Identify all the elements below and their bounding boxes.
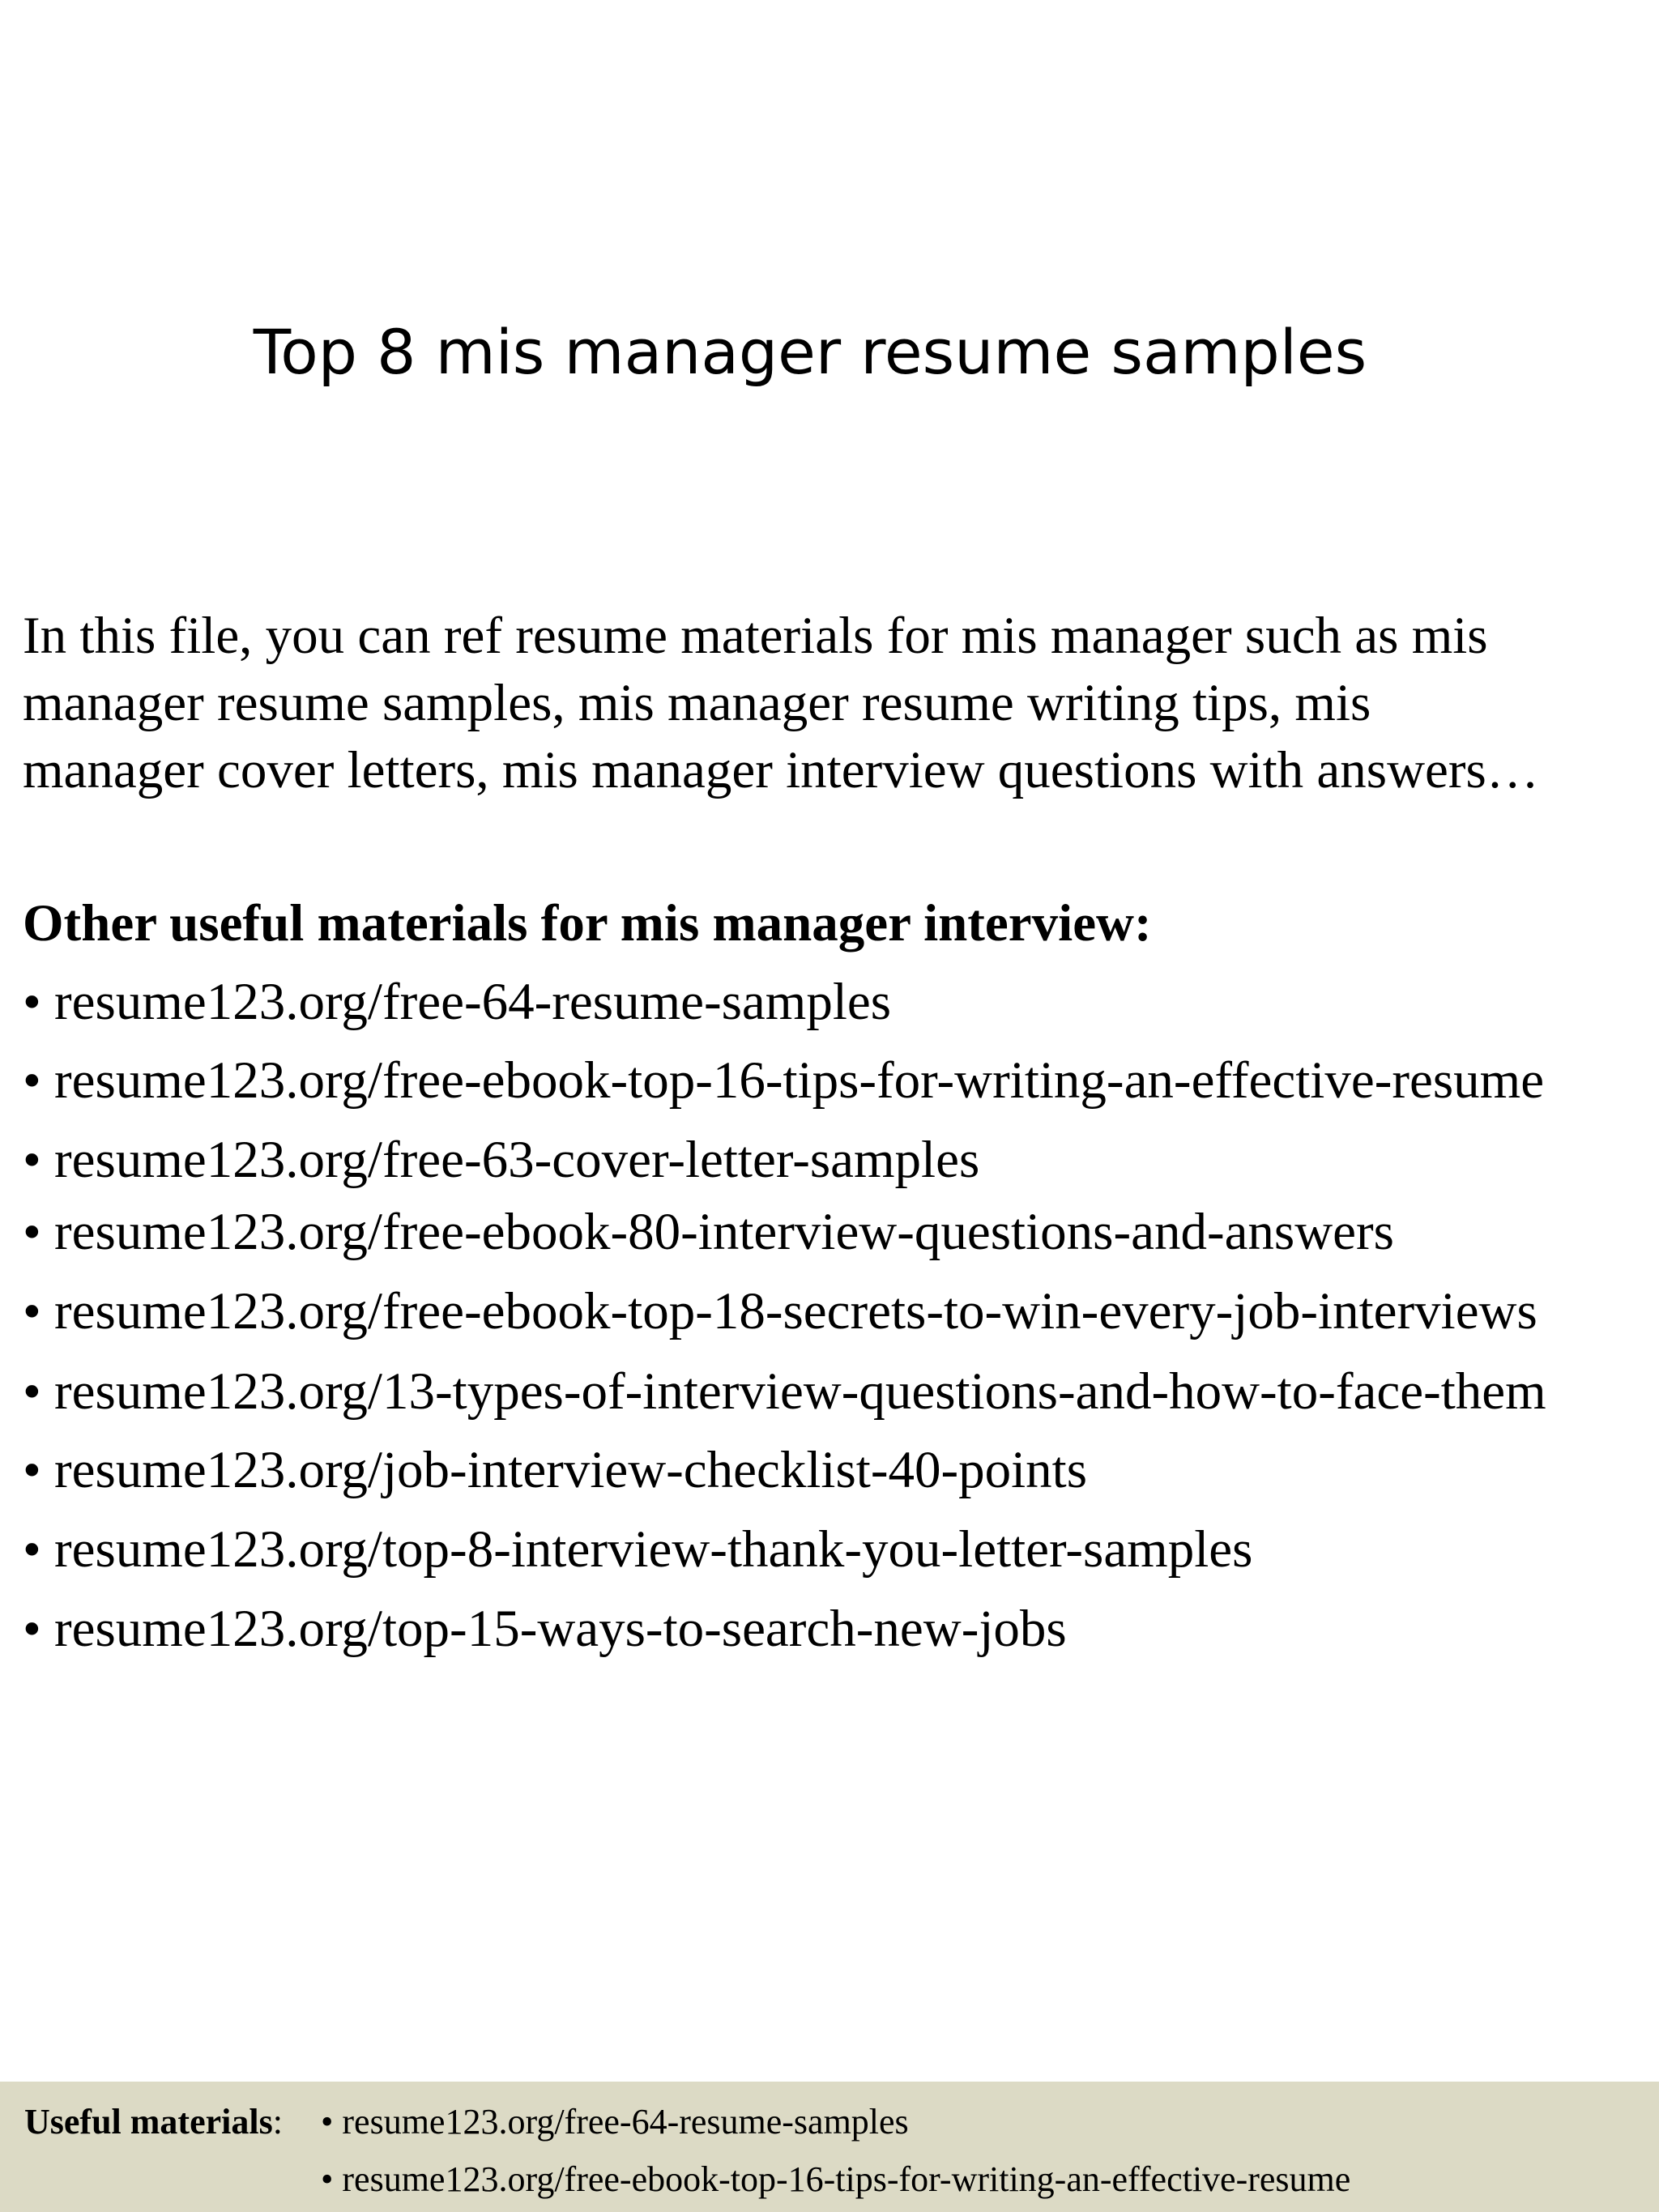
intro-line: manager cover letters, mis manager interview questions with answers… [23, 741, 1539, 799]
bullet: • [23, 1600, 41, 1658]
bullet: • [23, 1051, 41, 1110]
list-item[interactable] [23, 1126, 979, 1194]
footer-separator: : [272, 2102, 283, 2142]
bullet: • [321, 2102, 334, 2142]
link-text[interactable]: resume123.org/13-types-of-interview-questions-and-how-to-face-them [54, 1362, 1546, 1421]
bullet: • [23, 1131, 41, 1189]
list-item[interactable] [23, 1198, 1394, 1266]
bullet: • [23, 1441, 41, 1499]
link-text[interactable]: resume123.org/free-ebook-top-18-secrets-to-win-every-job-interviews [54, 1282, 1537, 1340]
link-text[interactable]: resume123.org/job-interview-checklist-40-points [54, 1441, 1088, 1499]
link-text[interactable]: resume123.org/top-8-interview-thank-you-letter-samples [54, 1520, 1253, 1579]
bullet: • [321, 2159, 334, 2199]
intro-line: manager resume samples, mis manager resume writing tips, mis [23, 674, 1371, 732]
bullet: • [23, 1362, 41, 1421]
intro-line: In this file, you can ref resume materials for mis manager such as mis [23, 607, 1488, 665]
list-item[interactable] [23, 1046, 1544, 1115]
link-text[interactable]: resume123.org/free-ebook-80-interview-questions-and-answers [54, 1203, 1394, 1261]
link-text[interactable]: resume123.org/free-ebook-top-16-tips-for-writing-an-effective-resume [54, 1051, 1545, 1110]
list-item[interactable] [23, 1515, 1252, 1583]
footer-list-item[interactable] [321, 2155, 1350, 2204]
list-item[interactable] [23, 968, 891, 1036]
list-item[interactable] [23, 1277, 1537, 1345]
footer-label [24, 2098, 283, 2146]
link-text[interactable]: resume123.org/free-63-cover-letter-samples [54, 1131, 980, 1189]
link-text[interactable]: resume123.org/free-64-resume-samples [54, 973, 892, 1031]
bullet: • [23, 1282, 41, 1340]
page-title: Top 8 mis manager resume samples [253, 316, 1367, 388]
bullet: • [23, 1203, 41, 1261]
footer-bar [0, 2082, 1659, 2212]
list-item[interactable] [23, 1595, 1067, 1663]
list-item[interactable] [23, 1357, 1546, 1426]
footer-link-text[interactable]: resume123.org/free-64-resume-samples [342, 2102, 909, 2142]
bullet: • [23, 973, 41, 1031]
bullet: • [23, 1520, 41, 1579]
list-item[interactable] [23, 1436, 1087, 1504]
footer-label-text: Useful materials [24, 2102, 273, 2142]
materials-heading: Other useful materials for mis manager interview: [23, 894, 1152, 953]
footer-link-text[interactable]: resume123.org/free-ebook-top-16-tips-for-writing-an-effective-resume [342, 2159, 1351, 2199]
intro-paragraph [23, 603, 1651, 804]
footer-list-item[interactable] [321, 2098, 909, 2146]
link-text[interactable]: resume123.org/top-15-ways-to-search-new-jobs [54, 1600, 1067, 1658]
